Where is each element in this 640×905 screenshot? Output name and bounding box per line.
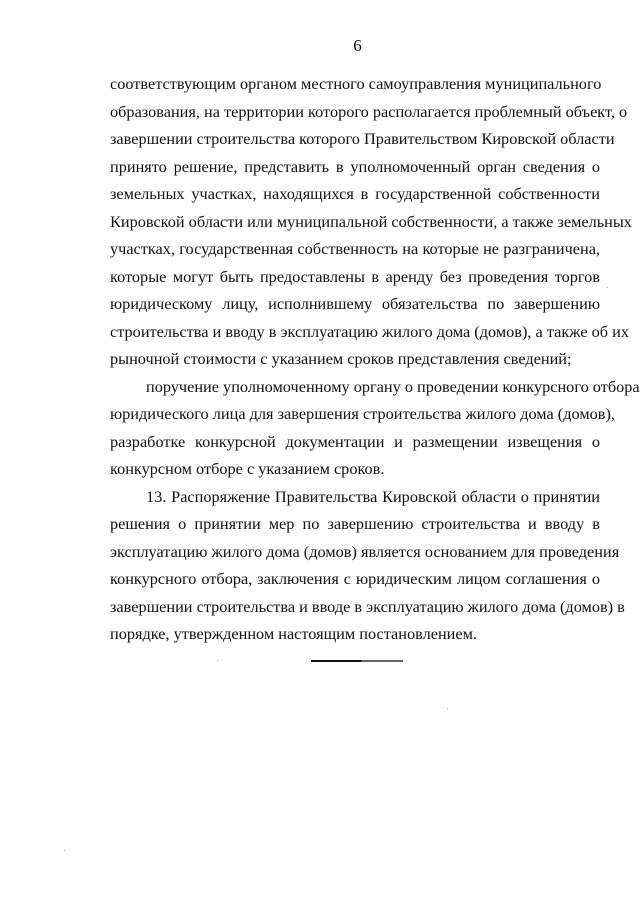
text-line: конкурсном отборе с указанием сроков. (110, 459, 385, 478)
text-line: 13. Распоряжение Правительства Кировской области о принятии (146, 486, 600, 506)
scan-speck (64, 850, 65, 851)
page-number: 6 (353, 36, 362, 55)
text-line: разработке конкурсной документации и размещении извещения о (110, 431, 600, 451)
paragraph-assignment (110, 373, 640, 483)
document-body (110, 70, 640, 648)
text-line: юридического лица для завершения строительства жилого дома (домов), (110, 404, 615, 423)
text-line: которые могут быть предоставлены в аренду без проведения торгов (110, 266, 600, 286)
scan-speck (447, 708, 448, 709)
end-divider-line (311, 660, 403, 662)
text-line: образования, на территории которого располагается проблемный объект, о (110, 101, 628, 121)
text-line: соответствующим органом местного самоуправления муниципального (110, 74, 602, 93)
scan-speck (607, 287, 608, 288)
text-line: участках, государственная собственность на которые не разграничена, (110, 239, 600, 258)
text-line: завершении строительства и вводе в эксплуатацию жилого дома (домов) в (110, 596, 625, 616)
text-line: решения о принятии мер по завершению строительства и вводу в (110, 514, 600, 533)
text-line: эксплуатацию жилого дома (домов) является основанием для проведения (110, 541, 620, 561)
text-line: поручение уполномоченному органу о проведении конкурсного отбора (146, 376, 640, 396)
text-line: юридическому лицу, исполнившему обязательства по завершению (110, 294, 600, 313)
text-line: конкурсного отбора, заключения с юридическим лицом соглашения о (110, 569, 600, 588)
text-line: завершении строительства которого Правительством Кировской области (110, 129, 615, 148)
text-line: строительства и вводу в эксплуатацию жилого дома (домов), а также об их (110, 321, 629, 341)
paragraph-continuation (110, 70, 632, 373)
scan-speck (217, 660, 218, 661)
paragraph-item-13 (110, 483, 625, 648)
text-line: Кировской области или муниципальной собственности, а также земельных (110, 211, 632, 231)
text-line: принято решение, представить в уполномоченный орган сведения о (110, 156, 600, 176)
text-line: рыночной стоимости с указанием сроков представления сведений; (110, 349, 572, 368)
text-line: порядке, утвержденном настоящим постановлением. (110, 624, 477, 643)
text-line: земельных участках, находящихся в государственной собственности (110, 184, 600, 203)
